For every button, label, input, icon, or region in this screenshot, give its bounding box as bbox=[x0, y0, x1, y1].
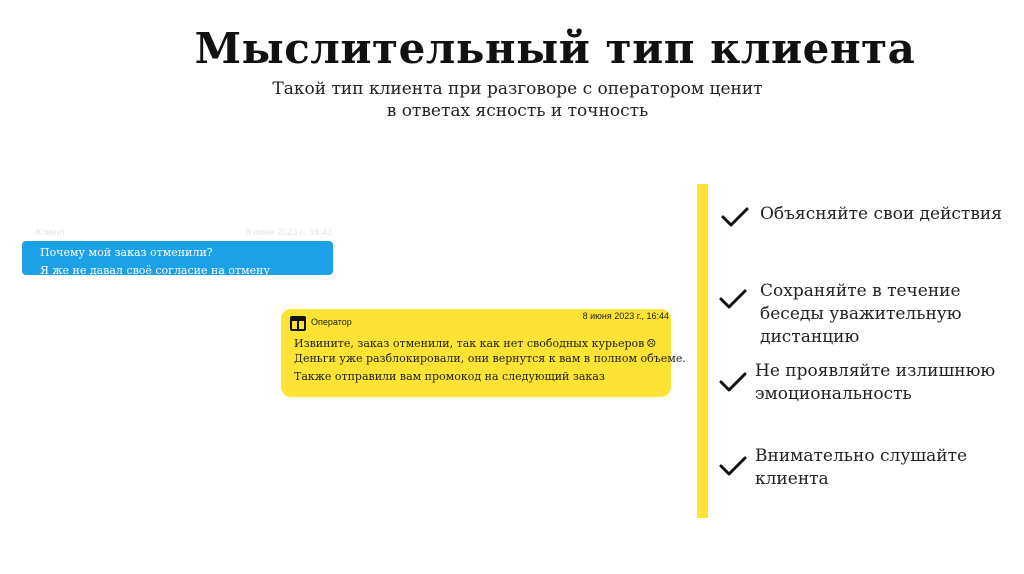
slide-subtitle bbox=[270, 78, 765, 122]
client-sender-name: Клиент bbox=[36, 227, 66, 237]
client-message-bubble bbox=[22, 241, 333, 275]
check-icon bbox=[718, 454, 748, 478]
operator-sender-name: Оператор bbox=[311, 317, 352, 327]
yellow-divider bbox=[697, 184, 708, 518]
tip-text bbox=[755, 360, 995, 406]
tip-line: дистанцию bbox=[760, 327, 860, 347]
subtitle-line-2: в ответах ясность и точность bbox=[386, 101, 649, 121]
sad-face-icon: ☹ bbox=[646, 337, 657, 350]
tip-text bbox=[760, 280, 962, 349]
tip-line: клиента bbox=[755, 469, 829, 489]
client-message-line-2: Я же не давал своё согласие на отмену bbox=[40, 264, 270, 275]
client-message-line-1: Почему мой заказ отменили? bbox=[40, 246, 213, 259]
operator-logo-icon bbox=[290, 316, 306, 331]
tip-line: Сохраняйте в течение bbox=[760, 281, 961, 301]
check-icon bbox=[720, 205, 750, 229]
tip-line: беседы уважительную bbox=[760, 304, 962, 324]
slide-title: Мыслительный тип клиента bbox=[194, 24, 916, 73]
tip-text bbox=[760, 203, 1002, 226]
client-message-meta bbox=[36, 227, 334, 237]
operator-line-1-text: Извините, заказ отменили, так как нет свободных курьеров bbox=[294, 337, 645, 350]
operator-message-date: 8 июня 2023 г., 16:44 bbox=[582, 311, 669, 321]
client-message-date: 8 июня 2023 г., 16:43 bbox=[245, 227, 332, 237]
tip-line: Объясняйте свои действия bbox=[760, 204, 1002, 224]
tip-text bbox=[755, 445, 967, 491]
operator-message-line-3: Также отправили вам промокод на следующий заказ bbox=[294, 370, 605, 383]
tip-line: Не проявляйте излишнюю bbox=[755, 361, 996, 381]
operator-message-line-2: Деньги уже разблокировали, они вернутся к вам в полном объеме. bbox=[294, 352, 686, 365]
check-icon bbox=[718, 370, 748, 394]
operator-message-bubble bbox=[281, 309, 686, 397]
tip-line: Внимательно слушайте bbox=[755, 446, 968, 466]
operator-message-line-1 bbox=[294, 337, 656, 350]
check-icon bbox=[718, 287, 748, 311]
tip-line: эмоциональность bbox=[755, 384, 912, 404]
subtitle-line-1: Такой тип клиента при разговоре с оператором ценит bbox=[272, 79, 763, 99]
